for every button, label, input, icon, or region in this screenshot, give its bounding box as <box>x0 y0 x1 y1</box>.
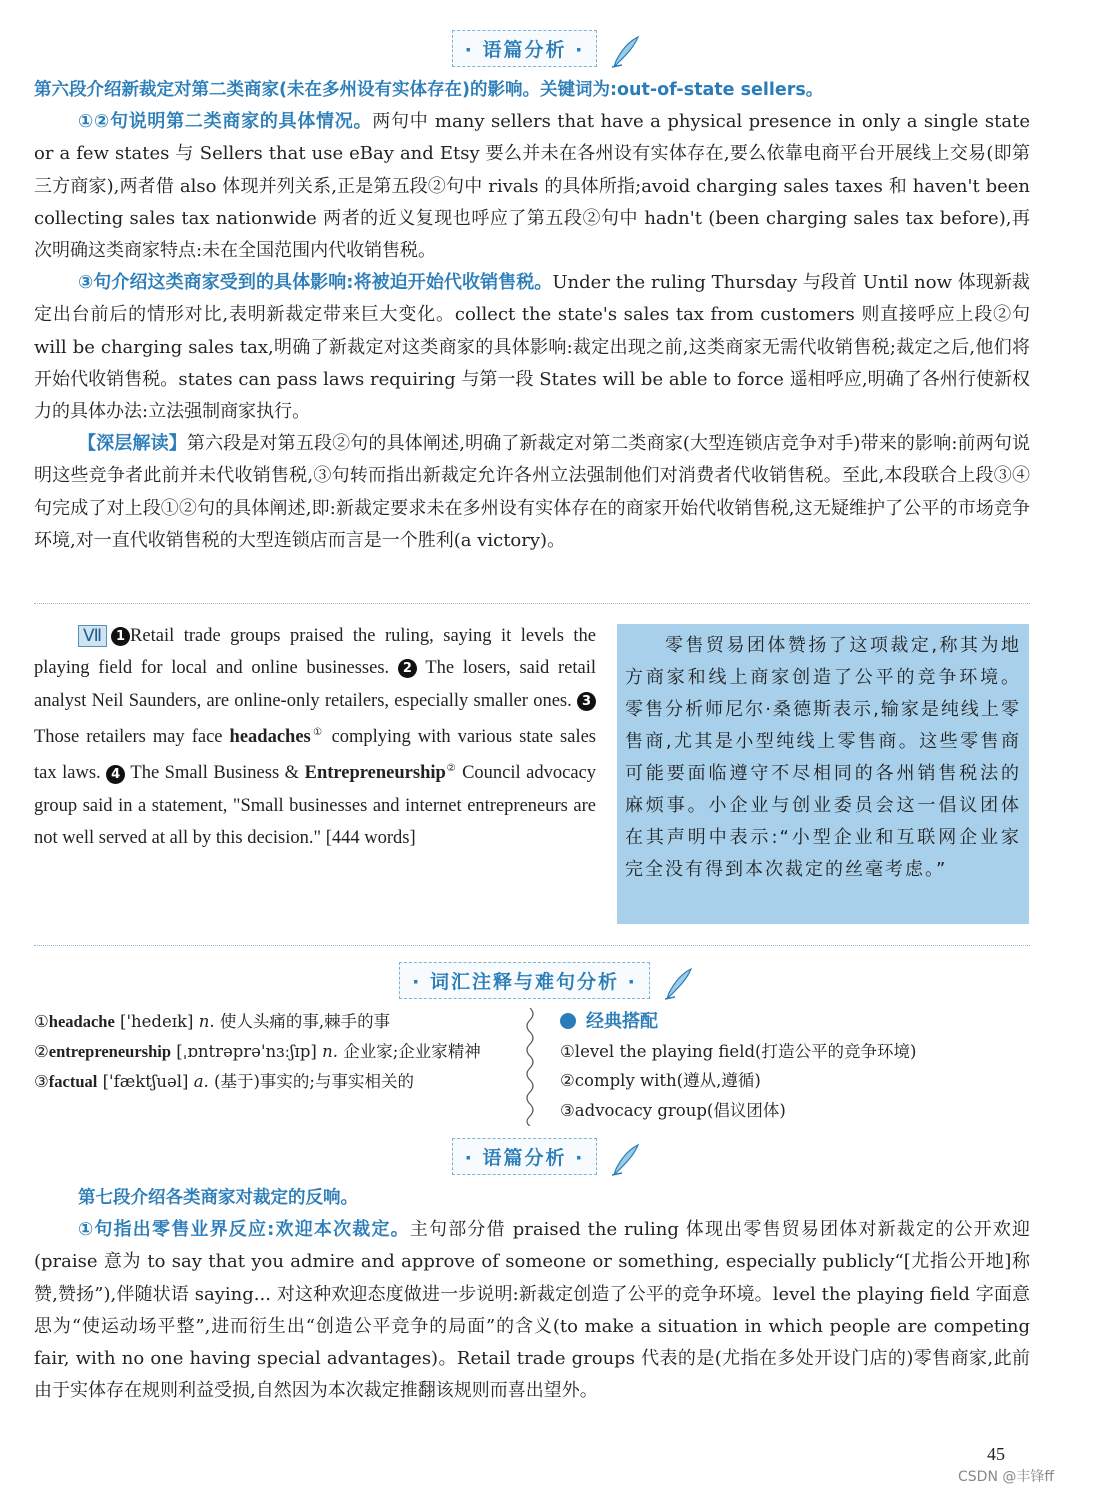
paragraph-7-text <box>34 620 596 854</box>
vocab-phonetic: ['fæktʃuəl] <box>102 1072 189 1091</box>
vocab-headache: headaches <box>229 727 311 748</box>
quill-icon <box>608 1143 642 1177</box>
squiggle-divider <box>522 1008 538 1126</box>
vocab-pos: n. <box>198 1012 215 1031</box>
section-title-text: 语篇分析 <box>482 1147 567 1169</box>
analysis-2-intro: 第七段介绍各类商家对裁定的反响。 <box>78 1188 358 1208</box>
word-count: [444 words] <box>325 828 416 849</box>
vocab-num: ③ <box>34 1072 49 1091</box>
collocation-item: ③advocacy group(倡议团体) <box>560 1100 786 1120</box>
footnote-mark: ① <box>310 726 325 738</box>
collocation-item: ①level the playing field(打造公平的竞争环境) <box>560 1041 917 1061</box>
vocab-pos: n. <box>322 1042 338 1061</box>
sentence-3-a: Those retailers may face <box>34 727 223 748</box>
analysis-1-deep-body: 第六段是对第五段②句的具体阐述,明确了新裁定对第二类商家(大型连锁店竞争对手)带来的影响:前两句说明这些竞争者此前并未代收销售税,③句转而指出新裁定允许各州立法强制他们对消费者代收销售税。至此,本段联合上段③④句完成了对上段①②句的具体阐述,即:新裁定要求未在多州设有实体存在的商家开始代收销售税,这无疑维护了公平的市场竞争环境,对一直代收销售税的大型连锁店而言是一个胜利(a victory)。 <box>34 433 1031 551</box>
analysis-1-point-2 <box>34 267 1030 428</box>
vocab-phonetic: ['hedeɪk] <box>120 1012 194 1031</box>
paragraph-7-translation: 零售贸易团体赞扬了这项裁定,称其为地方商家和线上商家创造了公平的竞争环境。零售分析师尼尔·桑德斯表示,输家是纯线上零售商,尤其是小型纯线上零售商。这些零售商可能要面临遵守不尽相同的各州销售税法的麻烦事。小企业与创业委员会这一倡议团体在其声明中表示:“小型企业和互联网企业家完全没有得到本次裁定的丝毫考虑。” <box>617 624 1029 924</box>
vocab-num: ① <box>34 1012 49 1031</box>
sentence-number: 1 <box>111 627 130 646</box>
analysis-1-point-2-body: Under the ruling Thursday 与段首 Until now 体现新裁定出台前后的情形对比,表明新裁定带来巨大变化。collect the state's sales tax from customers 则直接呼应上段②句 will be charging sales tax,明确了新裁定对这类商家的具体影响:裁定出现之前,这类商家无需代收销售税;裁定之后,他们将开始代收销售税。states can pass laws requiring 与第一段 States will be able to force 遥相呼应,明确了各州行使新权力的具体办法:立法强制商家执行。 <box>34 272 1031 423</box>
section-header-vocab <box>0 962 1094 1001</box>
collocations-title: 经典搭配 <box>586 1011 658 1032</box>
section-header-analysis-1 <box>0 30 1094 69</box>
vocab-pos: a. <box>193 1072 209 1091</box>
section-title: · 词汇注释与难句分析 · <box>399 962 650 999</box>
collocations-header <box>560 1007 1030 1037</box>
bullet-icon <box>560 1013 576 1029</box>
sentence-4-a: The Small Business & <box>130 763 300 784</box>
vocab-item <box>34 1067 504 1097</box>
analysis-2 <box>34 1182 1030 1407</box>
analysis-2-point-1 <box>34 1214 1030 1407</box>
vocab-meaning: (基于)事实的;与事实相关的 <box>214 1072 414 1091</box>
vocab-entrepreneurship: Entrepreneurship <box>304 763 446 784</box>
page-number: 45 <box>987 1444 1005 1464</box>
analysis-1-point-1 <box>34 106 1030 267</box>
sentence-number: 3 <box>577 692 596 711</box>
vocab-item <box>34 1037 504 1067</box>
deep-reading-label: 【深层解读】 <box>78 433 187 455</box>
quill-icon <box>661 967 695 1001</box>
vocab-meaning: 企业家;企业家精神 <box>343 1042 481 1061</box>
section-title: · 语篇分析 · <box>452 30 598 67</box>
vocab-list <box>34 1007 504 1097</box>
sentence-3-b: complying with various state sales tax laws. <box>34 727 597 784</box>
analysis-2-point-1-body: 主句部分借 praised the ruling 体现出零售贸易团体对新裁定的公开欢迎(praise 意为 to say that you admire and approve of someone or something, especially publicly“[尤指公开地]称赞,赞扬”),伴随状语 saying... 对这种欢迎态度做进一步说明:新裁定创造了公平的竞争环境。level the playing field 字面意思为“使运动场平整”,进而衍生出“创造公平竞争的局面”的含义(to make a situation in which people are competing fair, with no one having special advantages)。Retail trade groups 代表的是(尤指在多处开设门店的)零售商家,此前由于实体存在规则利益受损,自然因为本次裁定推翻该规则而喜出望外。 <box>34 1219 1031 1402</box>
watermark: CSDN @丰锋ff <box>958 1469 1055 1485</box>
footnote-mark: ② <box>445 763 457 775</box>
section-title-text: 语篇分析 <box>482 39 567 61</box>
collocation-item: ②comply with(遵从,遵循) <box>560 1071 761 1090</box>
vocab-item <box>34 1007 504 1037</box>
quill-icon <box>608 35 642 69</box>
analysis-1-point-2-lead: ③句介绍这类商家受到的具体影响:将被迫开始代收销售税。 <box>78 272 553 294</box>
sentence-4-b: Council advocacy group said in a statement, "Small businesses and internet entrepreneurs are not well served at all by this decision." <box>34 763 597 849</box>
analysis-1 <box>34 74 1030 557</box>
divider <box>34 945 1030 946</box>
analysis-1-point-1-lead: ①②句说明第二类商家的具体情况。 <box>78 111 373 133</box>
sentence-1: Retail trade groups praised the ruling, saying it levels the playing field for local and online businesses. <box>34 626 596 679</box>
sentence-number: 4 <box>106 765 125 784</box>
sentence-number: 2 <box>398 659 417 678</box>
sentence-2: The losers, said retail analyst Neil Saunders, are online-only retailers, especially smaller ones. <box>34 658 597 711</box>
divider <box>34 603 1030 604</box>
analysis-2-point-1-lead: ①句指出零售业界反应:欢迎本次裁定。 <box>78 1219 410 1241</box>
analysis-1-deep <box>34 428 1030 557</box>
vocab-word: headache <box>48 1012 115 1031</box>
vocab-phonetic: [ˌɒntrəprə'nɜːʃɪp] <box>176 1042 317 1061</box>
vocab-word: factual <box>48 1072 98 1091</box>
analysis-1-intro: 第六段介绍新裁定对第二类商家(未在多州设有实体存在)的影响。关键词为:out-of-state sellers。 <box>34 80 824 100</box>
vocab-word: entrepreneurship <box>48 1042 172 1061</box>
section-title-text: 词汇注释与难句分析 <box>429 971 619 993</box>
vocab-num: ② <box>34 1042 49 1061</box>
section-header-analysis-2 <box>0 1138 1094 1177</box>
paragraph-number: Ⅶ <box>78 625 107 647</box>
collocations <box>560 1007 1030 1125</box>
section-title: · 语篇分析 · <box>452 1138 598 1175</box>
analysis-1-point-1-body: 两句中 many sellers that have a physical presence in only a single state or a few states 与 Sellers that use eBay and Etsy 要么并未在各州设有实体存在,要么依靠电商平台开展线上交易(即第三方商家),两者借 also 体现并列关系,正是第五段②句中 rivals 的具体所指;avoid charging sales taxes 和 haven't been collecting sales tax nationwide 两者的近义复现也呼应了第五段②句中 hadn't (been charging sales tax before),再次明确这类商家特点:未在全国范围内代收销售税。 <box>34 111 1030 262</box>
vocab-meaning: 使人头痛的事,棘手的事 <box>219 1012 391 1031</box>
